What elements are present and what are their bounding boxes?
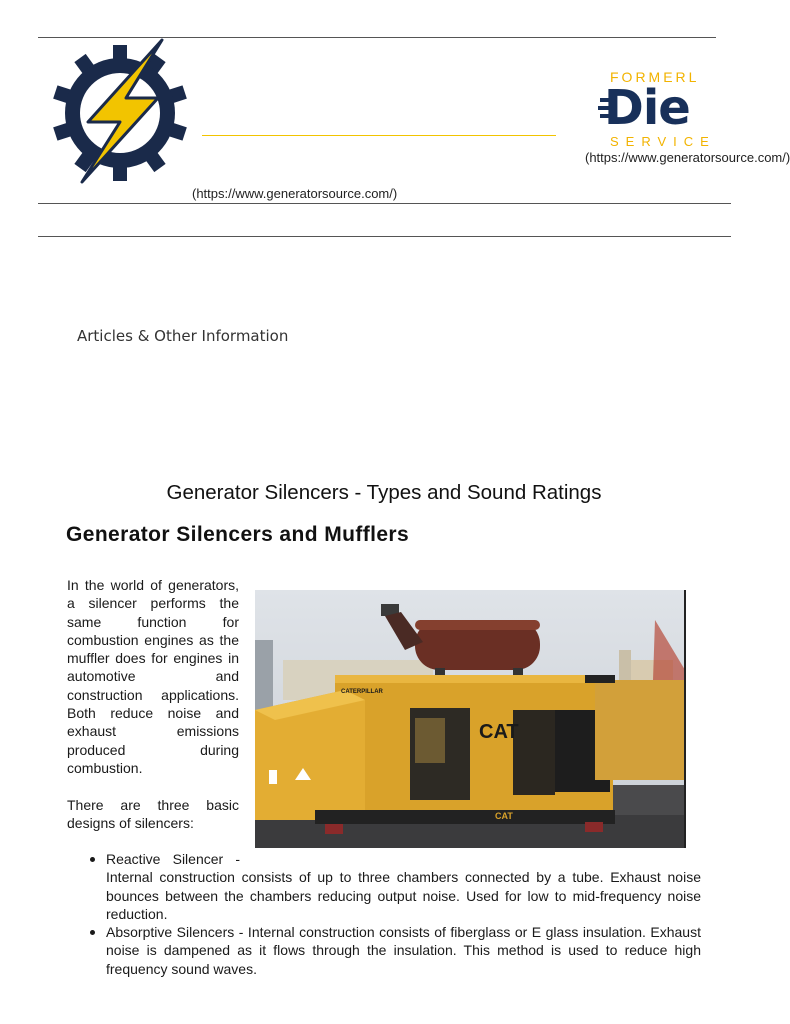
cat-logo-text: CAT [479,721,519,743]
header-accent-line [202,135,556,136]
home-url-link[interactable]: (https://www.generatorsource.com/) [192,186,398,201]
bullet-marker [90,857,95,862]
reactive-silencer-text: Internal construction consists of up to three chambers connected by a tube. Exhaust noise bounces between the chambers reducing output noise. Used for low to mid-frequency noise reduction. [106,869,701,922]
partner-url-link[interactable] [585,149,790,167]
designs-paragraph: There are three basic designs of silencers: [67,797,239,832]
header-bottom-rule [38,203,731,204]
partner-brand-logo[interactable] [598,66,716,156]
section-label[interactable]: Articles & Other Information [77,327,289,345]
page-title: Generator Silencers - Types and Sound Ratings [166,481,602,504]
brand-name-text: Die [604,80,690,136]
nav-rule [38,236,731,237]
absorptive-silencer-text: Absorptive Silencers - Internal construction consists of fiberglass or E glass insulation. Exhaust noise is dampened as it flows through the insulation. This method is used to reduce high frequency sound waves. [106,924,701,977]
generator-photo [255,590,686,848]
partner-url-text: (https://www.generatorsource.com/) [585,150,790,165]
list-item [67,850,701,923]
brand-formerly-text: FORMERL [610,69,700,85]
bullet-marker [90,930,95,935]
caterpillar-label-text: CATERPILLAR [341,689,383,695]
brand-service-text: SERVICE [610,134,716,149]
cat-skid-text: CAT [495,811,513,821]
intro-paragraph: In the world of generators, a silencer performs the same function for combustion engines as the muffler does for engines in automotive and construction applications. Both reduce noise and exhaust emissions produced during combustion. [67,577,239,776]
reactive-silencer-label: Reactive Silencer - [106,851,240,867]
list-item [67,923,701,978]
silencer-types-list [67,850,701,978]
section-heading: Generator Silencers and Mufflers [66,523,410,546]
gear-lightning-logo-icon[interactable] [50,38,190,184]
